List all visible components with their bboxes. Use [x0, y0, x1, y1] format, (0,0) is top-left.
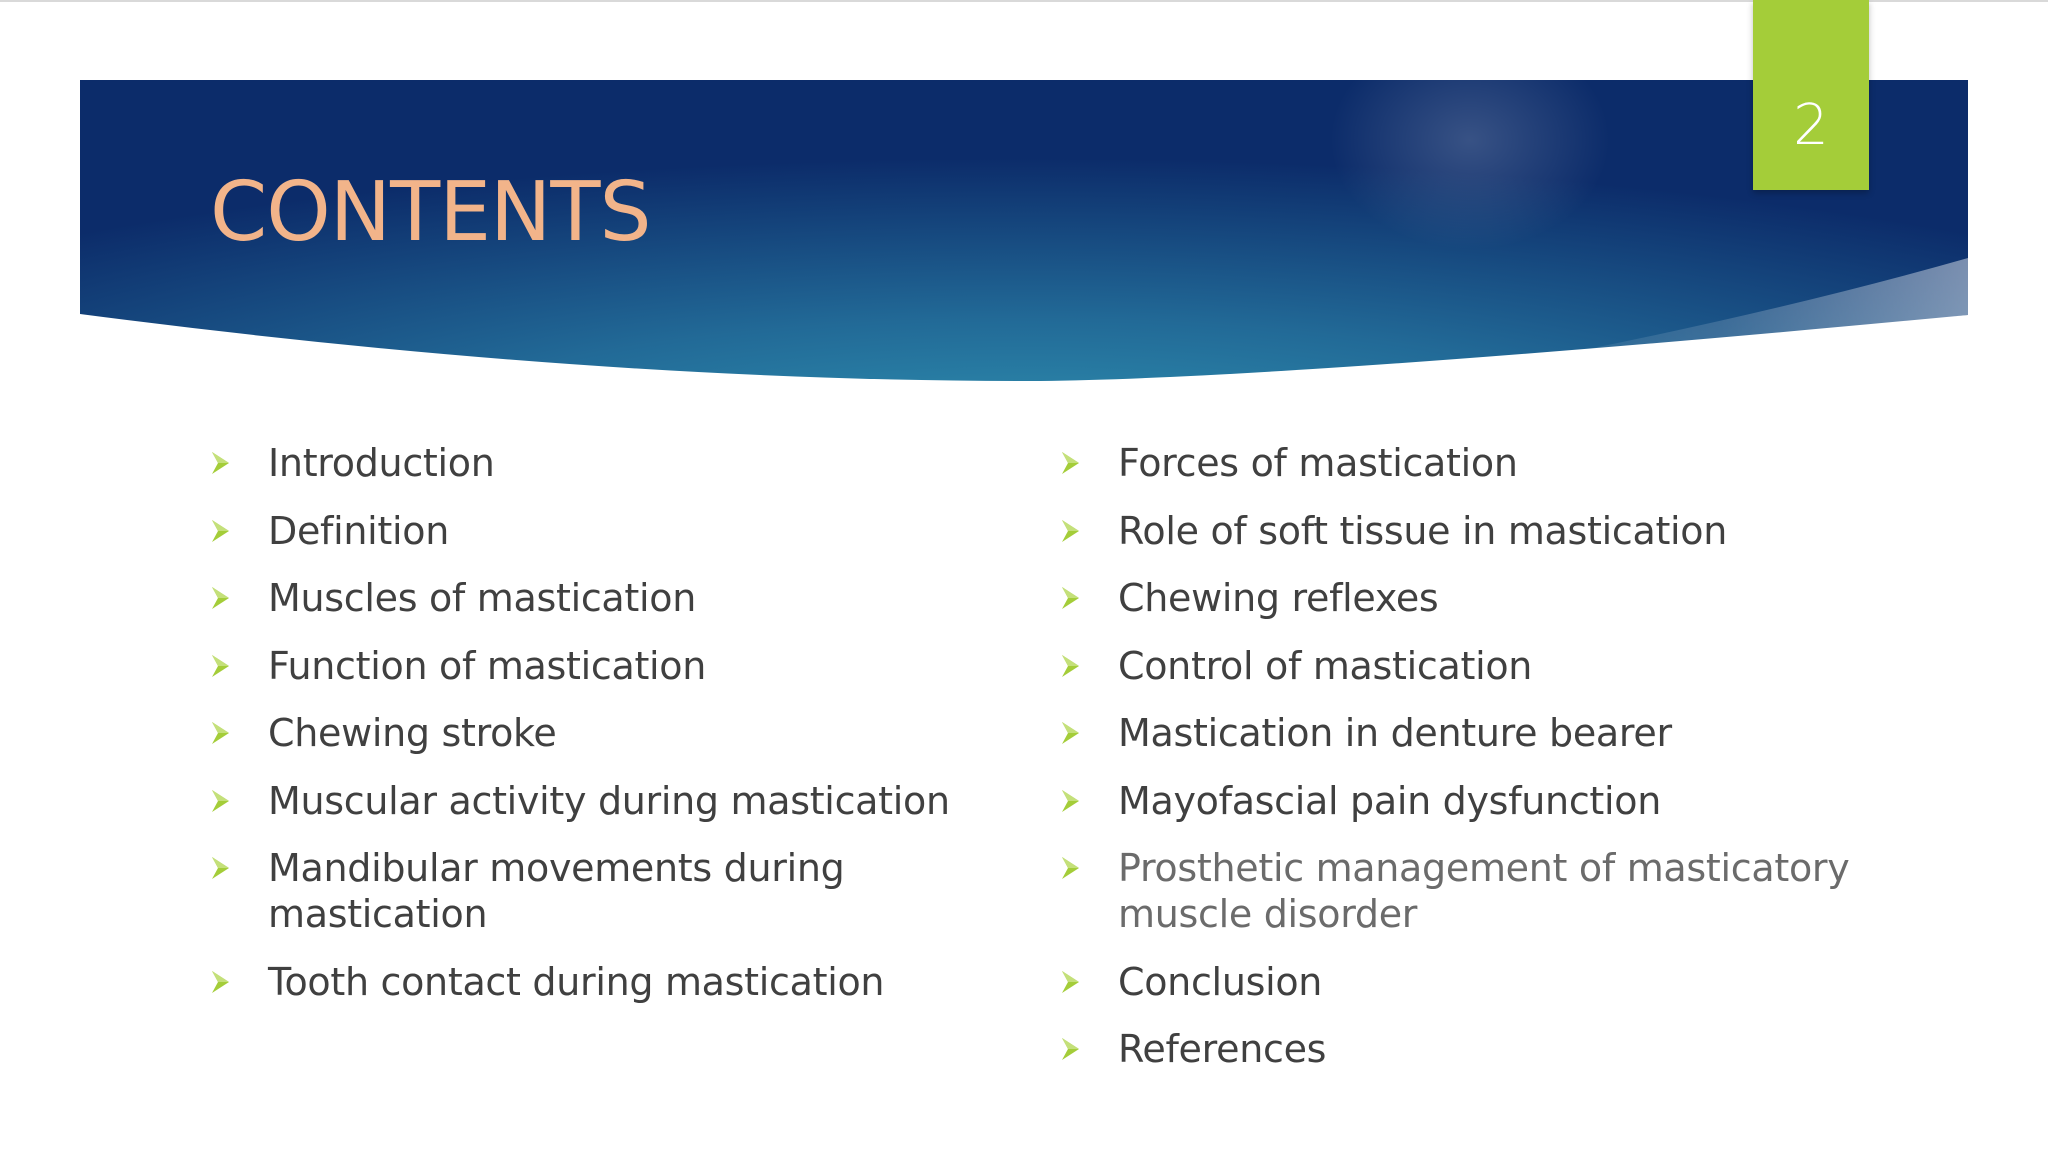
contents-item-label: Role of soft tissue in mastication — [1118, 508, 1728, 553]
contents-list-item — [210, 440, 1040, 486]
arrowhead-bullet-icon — [1062, 653, 1080, 679]
contents-list-right — [1060, 440, 1890, 1094]
arrowhead-bullet-icon — [212, 450, 230, 476]
contents-list-item — [210, 710, 1040, 756]
contents-item-label: Function of mastication — [268, 643, 707, 688]
arrowhead-bullet-icon — [212, 855, 230, 881]
contents-list-item — [1060, 643, 1890, 689]
contents-list-item — [1060, 575, 1890, 621]
contents-list-item — [210, 845, 1040, 937]
arrowhead-bullet-icon — [212, 585, 230, 611]
contents-item-label: Muscles of mastication — [268, 576, 697, 620]
contents-item-label: Tooth contact during mastication — [268, 959, 885, 1004]
arrowhead-bullet-icon — [1062, 855, 1080, 881]
contents-item-label: Mastication in denture bearer — [1118, 711, 1672, 755]
arrowhead-bullet-icon — [1062, 720, 1080, 746]
contents-list-item — [1060, 959, 1890, 1005]
slide-number: 2 — [1793, 93, 1829, 158]
contents-item-label: Control of mastication — [1118, 643, 1533, 688]
contents-item-label: Mandibular movements during mastication — [268, 846, 845, 936]
arrowhead-bullet-icon — [1062, 450, 1080, 476]
arrowhead-bullet-icon — [212, 518, 230, 544]
arrowhead-bullet-icon — [212, 720, 230, 746]
contents-list-item — [210, 643, 1040, 689]
contents-list-item — [210, 959, 1040, 1005]
contents-list-item — [210, 575, 1040, 621]
contents-list-item — [1060, 440, 1890, 486]
contents-item-label: Forces of mastication — [1118, 441, 1518, 485]
contents-list-item — [210, 778, 1040, 824]
arrowhead-bullet-icon — [1062, 1036, 1080, 1062]
arrowhead-bullet-icon — [1062, 969, 1080, 995]
contents-item-label: Chewing stroke — [268, 711, 557, 755]
arrowhead-bullet-icon — [212, 788, 230, 814]
slide-number-badge — [1753, 0, 1869, 190]
arrowhead-bullet-icon — [212, 653, 230, 679]
arrowhead-bullet-icon — [1062, 788, 1080, 814]
contents-list-item — [1060, 710, 1890, 756]
contents-list-item — [1060, 845, 1890, 937]
contents-item-label: Conclusion — [1118, 959, 1323, 1004]
contents-list-left — [210, 440, 1040, 1026]
contents-item-label: Prosthetic management of masticatory muscle disorder — [1118, 846, 1850, 936]
contents-list-item — [1060, 1026, 1890, 1072]
contents-list-item — [1060, 508, 1890, 554]
contents-list-item — [1060, 778, 1890, 824]
contents-item-label: Chewing reflexes — [1118, 576, 1439, 620]
contents-item-label: References — [1118, 1027, 1327, 1071]
arrowhead-bullet-icon — [1062, 518, 1080, 544]
contents-item-label: Muscular activity during mastication — [268, 778, 950, 823]
contents-item-label: Mayofascial pain dysfunction — [1118, 778, 1662, 823]
slide-title: CONTENTS — [210, 165, 651, 260]
contents-item-label: Definition — [268, 508, 450, 553]
arrowhead-bullet-icon — [212, 969, 230, 995]
contents-item-label: Introduction — [268, 441, 495, 485]
arrowhead-bullet-icon — [1062, 585, 1080, 611]
contents-list-item — [210, 508, 1040, 554]
